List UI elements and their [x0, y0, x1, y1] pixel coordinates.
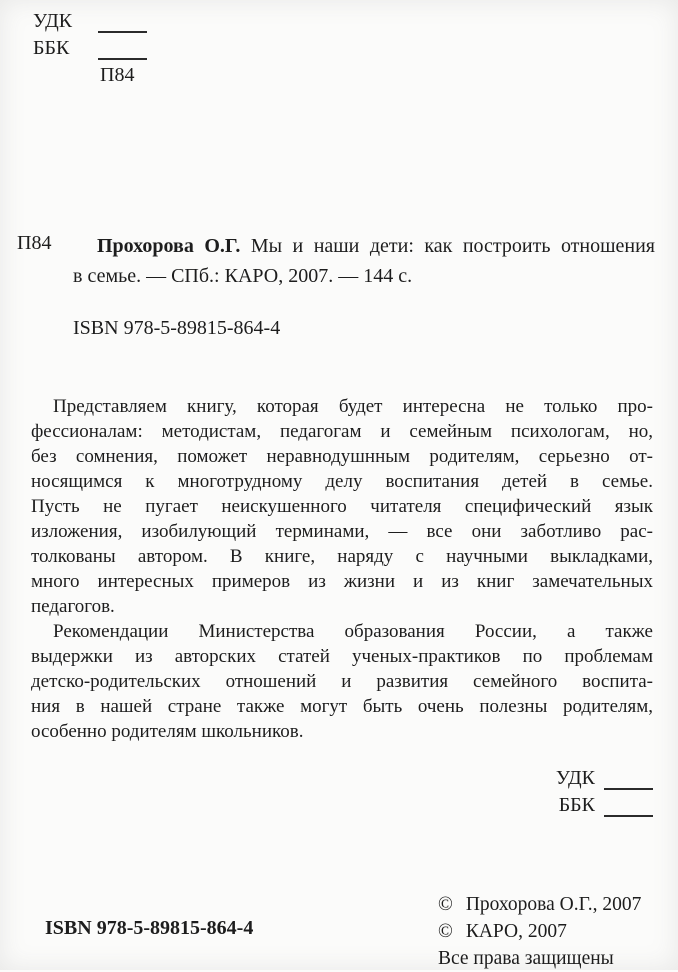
author-sign-row: [33, 60, 147, 87]
bbk-label-bottom: ББК: [558, 794, 595, 816]
copyright-text: КАРО, 2007: [465, 921, 567, 942]
bbk-blank-line-bottom: [604, 794, 653, 817]
bbk-label: ББК: [33, 37, 70, 59]
rights-reserved: Все права защищены: [438, 948, 614, 969]
annotation-line: выдержки из авторских статей ученых-практиков по проблемам: [31, 646, 653, 667]
annotation-line: носящимся к многотрудному делу воспитания детей в семье.: [31, 471, 653, 492]
udk-label-bottom: УДК: [555, 767, 595, 789]
copyright-symbol: ©: [438, 894, 453, 915]
top-codes-block: [33, 6, 147, 87]
bbk-blank-line: [98, 37, 147, 60]
footer-isbn: ISBN 978-5-89815-864-4: [45, 917, 254, 939]
bbk-row-bottom: [556, 790, 653, 817]
udk-row: [33, 6, 147, 33]
annotation-line: Рекомендации Министерства образования России, а также: [53, 621, 653, 642]
annotation-line: педагогов.: [31, 596, 115, 617]
isbn-heading: ISBN 978-5-89815-864-4: [73, 317, 281, 339]
copyright-row: [438, 891, 641, 918]
annotation-line: ния в нашей стране также могут быть очень полезны родителям,: [31, 696, 653, 717]
copyright-symbol: ©: [438, 921, 453, 942]
bottom-codes-block: [556, 763, 653, 817]
copyright-block: [438, 891, 641, 972]
citation-author: Прохорова О.Г.: [97, 235, 241, 257]
udk-row-bottom: [556, 763, 653, 790]
citation-block: [73, 231, 655, 291]
annotation-line: фессионалам: методистам, педагогам и семейным психологам, но,: [31, 421, 653, 442]
bbk-row: [33, 33, 147, 60]
udk-blank-line: [98, 10, 147, 33]
annotation-line: изложения, изобилующий терминами, — все они заботливо рас-: [31, 521, 653, 542]
annotation-line: детско-родительских отношений и развития семейного воспита-: [31, 671, 653, 692]
citation-line1: [73, 231, 655, 261]
citation-title: Мы и наши дети: как построить отношения: [250, 235, 656, 257]
author-sign-code: П84: [100, 64, 135, 86]
udk-blank-line-bottom: [604, 767, 653, 790]
citation-line2: в семье. — СПб.: КАРО, 2007. — 144 с.: [73, 265, 413, 287]
udk-label: УДК: [33, 10, 73, 32]
annotation-line: без сомнения, поможет неравнодушнным родителям, серьезно от-: [31, 446, 653, 467]
copyright-text: Прохорова О.Г., 2007: [465, 894, 642, 915]
annotation-line: Пусть не пугает неискушенного читателя специфический язык: [31, 496, 653, 517]
copyright-row: [438, 918, 641, 945]
annotation-line: Представляем книгу, которая будет интересна не только про-: [53, 396, 653, 417]
citation-code: П84: [17, 232, 52, 254]
annotation-line: особенно родителям школьников.: [31, 721, 304, 742]
annotation-line: толкованы автором. В книге, наряду с научными выкладками,: [31, 546, 653, 567]
annotation-line: много интересных примеров из жизни и из книг замечательных: [31, 571, 653, 592]
annotation-block: [31, 394, 653, 744]
